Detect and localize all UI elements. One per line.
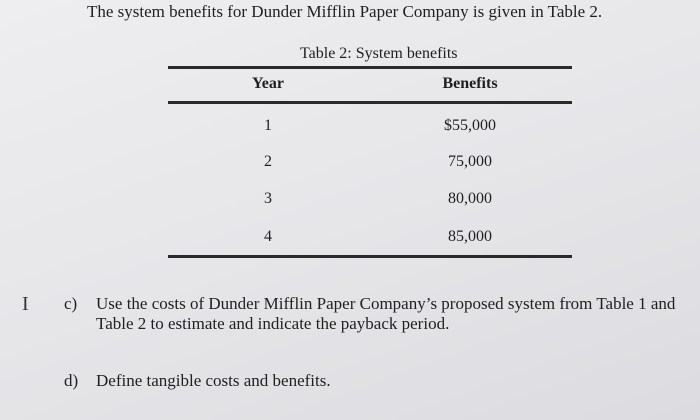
table-cell-benefits: $55,000 [444, 117, 496, 134]
table-bottom-rule [168, 255, 572, 258]
table-cell-benefits: 75,000 [448, 153, 492, 170]
table-top-rule [168, 66, 572, 69]
text-cursor-icon: I [22, 293, 29, 315]
table-cell-year: 3 [264, 190, 272, 207]
question-d-label: d) [64, 371, 79, 390]
question-c-text: Use the costs of Dunder Mifflin Paper Company’s proposed system from Table 1 and Table 2 to estimate and indicate the payback period. [96, 294, 676, 333]
intro-text: The system benefits for Dunder Mifflin Paper Company is given in Table 2. [87, 2, 603, 21]
column-header-benefits: Benefits [442, 75, 498, 92]
table-cell-year: 1 [264, 117, 272, 134]
question-c-label: c) [64, 294, 78, 313]
table-caption: Table 2: System benefits [300, 45, 458, 62]
table-cell-year: 2 [264, 153, 272, 170]
question-d-text: Define tangible costs and benefits. [96, 371, 331, 390]
table-header-rule [168, 101, 572, 104]
table-cell-benefits: 80,000 [448, 190, 492, 207]
column-header-year: Year [252, 75, 284, 92]
table-cell-benefits: 85,000 [448, 228, 492, 245]
table-cell-year: 4 [264, 228, 272, 245]
